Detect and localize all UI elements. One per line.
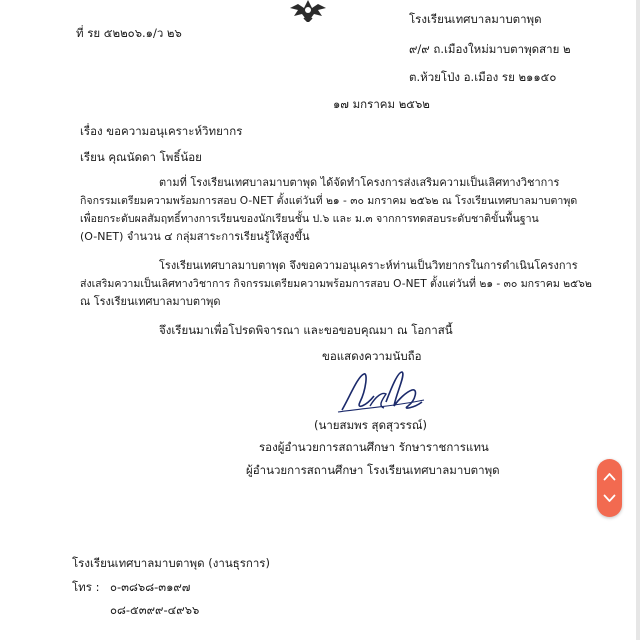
letter-subject: เรื่อง ขอความอนุเคราะห์วิทยากร bbox=[80, 124, 243, 138]
school-address-line1: ๙/๙ ถ.เมืองใหม่มาบตาพุดสาย ๒ bbox=[409, 42, 571, 56]
paragraph1-line: ตามที่ โรงเรียนเทศบาลมาบตาพุด ได้จัดทำโครงการส่งเสริมความเป็นเลิศทางวิชาการ bbox=[159, 176, 560, 189]
garuda-seal-icon bbox=[288, 0, 328, 22]
school-name-header: โรงเรียนเทศบาลมาบตาพุด bbox=[409, 12, 542, 26]
reference-number: ที่ รย ๕๒๒๐๖.๑/ว ๒๖ bbox=[76, 26, 182, 40]
page-edge-shadow bbox=[636, 0, 640, 640]
school-address-line2: ต.ห้วยโป่ง อ.เมือง รย ๒๑๑๕๐ bbox=[409, 70, 557, 84]
phone-number: ๐-๓๘๖๘-๓๑๙๗ bbox=[110, 580, 191, 594]
paragraph2-line: ณ โรงเรียนเทศบาลมาบตาพุด bbox=[80, 295, 221, 308]
signer-title-line1: รองผู้อำนวยการสถานศึกษา รักษาราชการแทน bbox=[259, 440, 489, 454]
paragraph1-line: (O-NET) จำนวน ๔ กลุ่มสาระการเรียนรู้ให้สูงขึ้น bbox=[80, 230, 310, 243]
paragraph2-line: ส่งเสริมความเป็นเลิศทางวิชาการ กิจกรรมเตรียมความพร้อมการสอบ O-NET ตั้งแต่วันที่ ๒๑ - ๓๐ มกราคม ๒๕๖๒ bbox=[80, 278, 592, 290]
chevron-up-icon[interactable] bbox=[603, 472, 616, 481]
closing-request: จึงเรียนมาเพื่อโปรดพิจารณา และขอขอบคุณมา ณ โอกาสนี้ bbox=[159, 323, 453, 337]
paragraph1-line: เพื่อยกระดับผลสัมฤทธิ์ทางการเรียนของนักเรียนชั้น ป.๖ และ ม.๓ จากการทดสอบระดับชาติขั้นพื้นฐาน bbox=[80, 213, 539, 225]
handwritten-signature bbox=[336, 366, 428, 418]
phone-label: โทร : bbox=[72, 580, 100, 594]
closing-salutation: ขอแสดงความนับถือ bbox=[322, 349, 422, 363]
letter-date: ๑๗ มกราคม ๒๕๖๒ bbox=[333, 97, 430, 111]
signer-name: (นายสมพร สุดสุวรรณ์) bbox=[314, 418, 428, 432]
phone-number: ๐๘-๕๓๙๙-๔๙๖๖ bbox=[110, 603, 200, 617]
chevron-down-icon[interactable] bbox=[603, 494, 616, 503]
letter-recipient: เรียน คุณนัดดา โพธิ์น้อย bbox=[80, 150, 202, 164]
scroll-control bbox=[597, 459, 622, 517]
signer-title-line2: ผู้อำนวยการสถานศึกษา โรงเรียนเทศบาลมาบตาพุด bbox=[246, 463, 500, 477]
paragraph2-line: โรงเรียนเทศบาลมาบตาพุด จึงขอความอนุเคราะห์ท่านเป็นวิทยากรในการดำเนินโครงการ bbox=[159, 259, 578, 272]
footer-office: โรงเรียนเทศบาลมาบตาพุด (งานธุรการ) bbox=[72, 556, 270, 570]
paragraph1-line: กิจกรรมเตรียมความพร้อมการสอบ O-NET ตั้งแต่วันที่ ๒๑ - ๓๐ มกราคม ๒๕๖๒ ณ โรงเรียนเทศบาลมาบตาพุด bbox=[80, 195, 578, 207]
